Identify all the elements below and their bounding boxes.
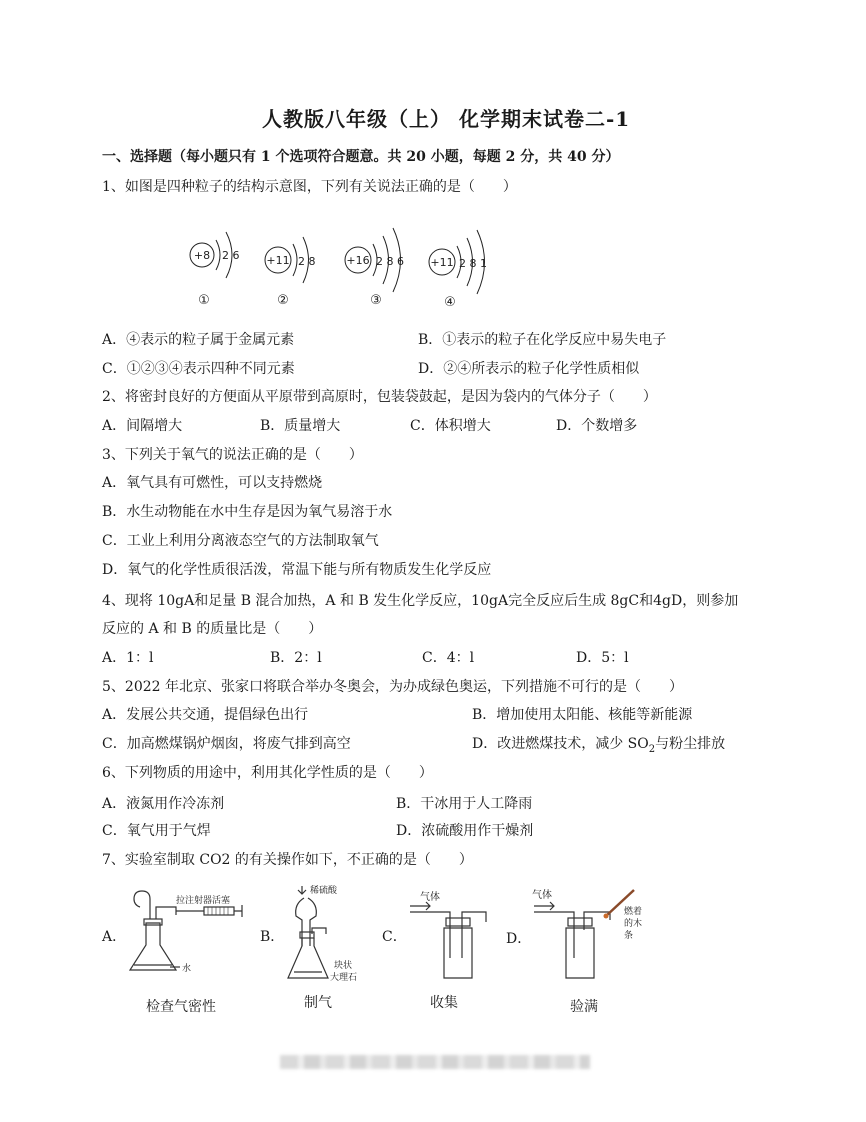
fig-a-label-2: 水 [182,964,192,974]
question-7-stem: 7、实验室制取 CO2 的有关操作如下，不正确的是（ ） [102,852,473,868]
q2-option-c: C．体积增大 [410,418,491,434]
atomic-structure-diagram [180,210,510,310]
svg-text:+11: +11 [266,254,290,267]
fig-c-caption: 收集 [430,995,458,1011]
fig-d-label-1: 气体 [532,890,552,901]
q5-option-c: C．加高燃煤锅炉烟囱，将废气排到高空 [102,736,351,752]
apparatus-gas-production-figure [282,884,372,984]
q6-option-b: B．干冰用于人工降雨 [396,796,533,812]
question-6-stem: 6、下列物质的用途中，利用其化学性质的是（ ） [102,765,433,781]
fig-c-label-1: 气体 [420,892,440,903]
q7-option-c: C． [382,929,407,945]
question-4-stem-line1: 4、现将 10gA和足量 B 混合加热，A 和 B 发生化学反应，10gA完全反应后生成 8gC和4gD，则参加 [102,593,739,609]
question-5-stem: 5、2022 年北京、张家口将联合举办冬奥会，为办成绿色奥运，下列措施不可行的是（ ） [102,679,683,695]
svg-text:②: ② [277,293,289,308]
q4-option-b: B．2：l [270,650,322,666]
question-4-stem-line2: 反应的 A 和 B 的质量比是（ ） [102,621,323,637]
q3-option-a: A．氧气具有可燃性，可以支持燃烧 [102,475,323,491]
svg-text:③: ③ [370,293,382,308]
q2-option-d: D．个数增多 [556,418,638,434]
svg-text:①: ① [198,293,210,308]
svg-text:+8: +8 [193,249,211,262]
svg-text:+16: +16 [346,254,370,267]
question-3-stem: 3、下列关于氧气的说法正确的是（ ） [102,447,363,463]
q3-option-d: D．氧气的化学性质很活泼，常温下能与所有物质发生化学反应 [102,562,492,578]
q3-option-c: C．工业上利用分离液态空气的方法制取氧气 [102,533,379,549]
svg-text:2 8 1: 2 8 1 [459,257,487,270]
fig-b-label-3: 大理石 [330,973,358,983]
question-1-stem: 1、如图是四种粒子的结构示意图，下列有关说法正确的是（ ） [102,179,517,195]
page-title: 人教版八年级（上） 化学期末试卷二-1 [262,107,631,131]
q6-option-a: A．液氮用作冷冻剂 [102,796,225,812]
q1-option-d: D．②④所表示的粒子化学性质相似 [418,361,640,377]
q7-option-d: D． [506,931,532,947]
fig-b-caption: 制气 [304,995,332,1011]
q7-option-a: A． [102,929,127,945]
particle-1 [190,232,240,308]
fig-b-label-1: 稀硫酸 [310,886,338,896]
particle-4 [429,230,487,310]
q4-option-c: C．4：l [422,650,475,666]
q4-option-a: A．1：l [102,650,154,666]
q4-option-d: D．5：l [576,650,629,666]
fig-a-label-1: 拉注射器活塞 [176,896,231,906]
q6-option-d: D．浓硫酸用作干燥剂 [396,823,534,839]
apparatus-full-check-figure [530,886,670,982]
q2-option-a: A．间隔增大 [102,418,183,434]
q1-option-b: B．①表示的粒子在化学反应中易失电子 [418,332,667,348]
q1-option-c: C．①②③④表示四种不同元素 [102,361,295,377]
q1-option-a: A．④表示的粒子属于金属元素 [102,332,295,348]
fig-b-label-2: 块状 [334,961,353,971]
fig-d-caption: 验满 [570,999,598,1015]
svg-text:2 8 6: 2 8 6 [376,255,404,268]
svg-text:④: ④ [444,295,456,310]
q5-option-d-pre: D．改进燃煤技术，减少 SO [472,736,649,752]
blurred-footer-watermark [280,1055,590,1069]
q3-option-b: B．水生动物能在水中生存是因为氧气易溶于水 [102,504,393,520]
q5-option-d [472,735,725,759]
svg-text:2 8: 2 8 [298,255,316,268]
q5-option-b: B．增加使用太阳能、核能等新能源 [472,707,693,723]
particle-3 [345,228,404,308]
svg-text:2 6: 2 6 [222,249,240,262]
fig-a-caption: 检查气密性 [146,999,216,1015]
svg-text:+11: +11 [430,256,454,269]
section-heading: 一、选择题（每小题只有 1 个选项符合题意。共 20 小题，每题 2 分，共 40 分） [102,149,620,165]
question-2-stem: 2、将密封良好的方便面从平原带到高原时，包装袋鼓起，是因为袋内的气体分子（ ） [102,389,657,405]
particle-2 [265,237,316,308]
fig-d-label-4: 条 [624,931,634,941]
q5-option-d-sub: 2 [648,743,656,755]
q6-option-c: C．氧气用于气焊 [102,823,211,839]
q7-option-b: B． [260,929,285,945]
fig-d-label-2: 燃着 [624,907,643,917]
fig-d-label-3: 的木 [624,919,643,929]
q5-option-d-post: 与粉尘排放 [655,736,726,752]
q2-option-b: B．质量增大 [260,418,341,434]
q5-option-a: A．发展公共交通，提倡绿色出行 [102,707,309,723]
apparatus-collection-figure [406,888,496,980]
apparatus-airtightness-figure [120,885,250,980]
